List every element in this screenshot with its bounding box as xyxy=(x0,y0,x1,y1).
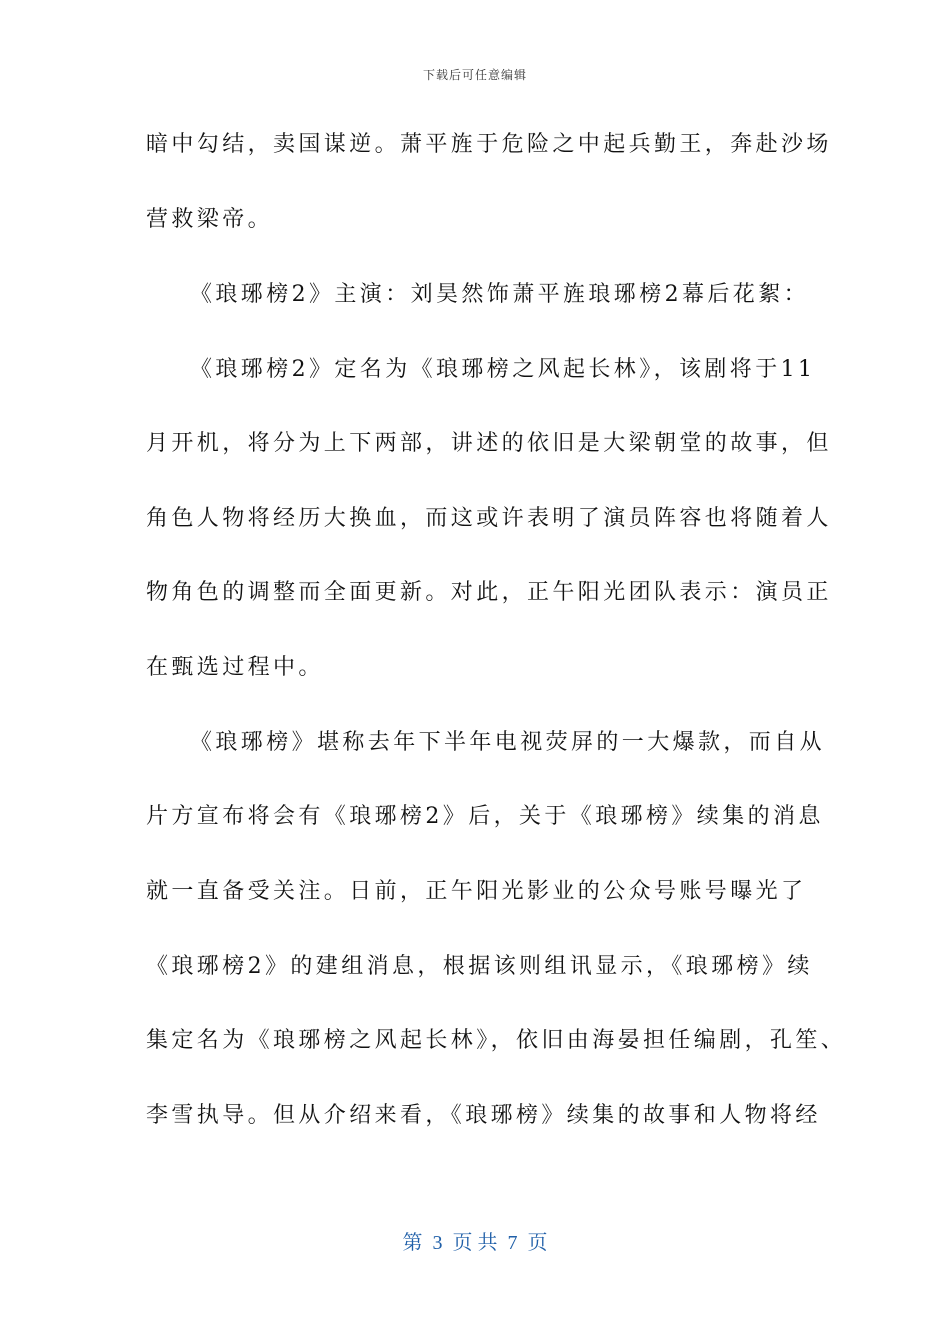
text-line: 集定名为《琅琊榜之风起长林》，依旧由海晏担任编剧，孔笙、 xyxy=(146,1028,847,1053)
text-line: 月开机，将分为上下两部，讲述的依旧是大梁朝堂的故事，但 xyxy=(146,431,832,456)
text-line: 营救梁帝。 xyxy=(146,207,274,232)
text-line: 角色人物将经历大换血，而这或许表明了演员阵容也将随着人 xyxy=(146,506,832,531)
text-line: 《琅琊榜2》定名为《琅琊榜之风起长林》，该剧将于11 xyxy=(190,357,816,382)
text-line: 《琅琊榜》堪称去年下半年电视荧屏的一大爆款，而自从 xyxy=(190,730,826,755)
text-line: 李雪执导。但从介绍来看，《琅琊榜》续集的故事和人物将经 xyxy=(146,1103,821,1128)
text-line: 暗中勾结，卖国谋逆。萧平旌于危险之中起兵勤王，奔赴沙场 xyxy=(146,132,832,157)
text-line: 物角色的调整而全面更新。对此，正午阳光团队表示：演员正 xyxy=(146,580,832,605)
text-line: 《琅琊榜2》的建组消息，根据该则组讯显示，《琅琊榜》续 xyxy=(146,954,813,979)
page-header: 下载后可任意编辑 xyxy=(422,68,527,82)
text-line: 在甄选过程中。 xyxy=(146,655,324,680)
text-line: 《琅琊榜2》主演：刘昊然饰萧平旌琅琊榜2幕后花絮： xyxy=(190,282,809,307)
text-line: 就一直备受关注。日前，正午阳光影业的公众号账号曝光了 xyxy=(146,879,807,904)
text-line: 片方宣布将会有《琅琊榜2》后，关于《琅琊榜》续集的消息 xyxy=(146,804,824,829)
page-number-footer: 第 3 页 共 7 页 xyxy=(402,1232,548,1254)
